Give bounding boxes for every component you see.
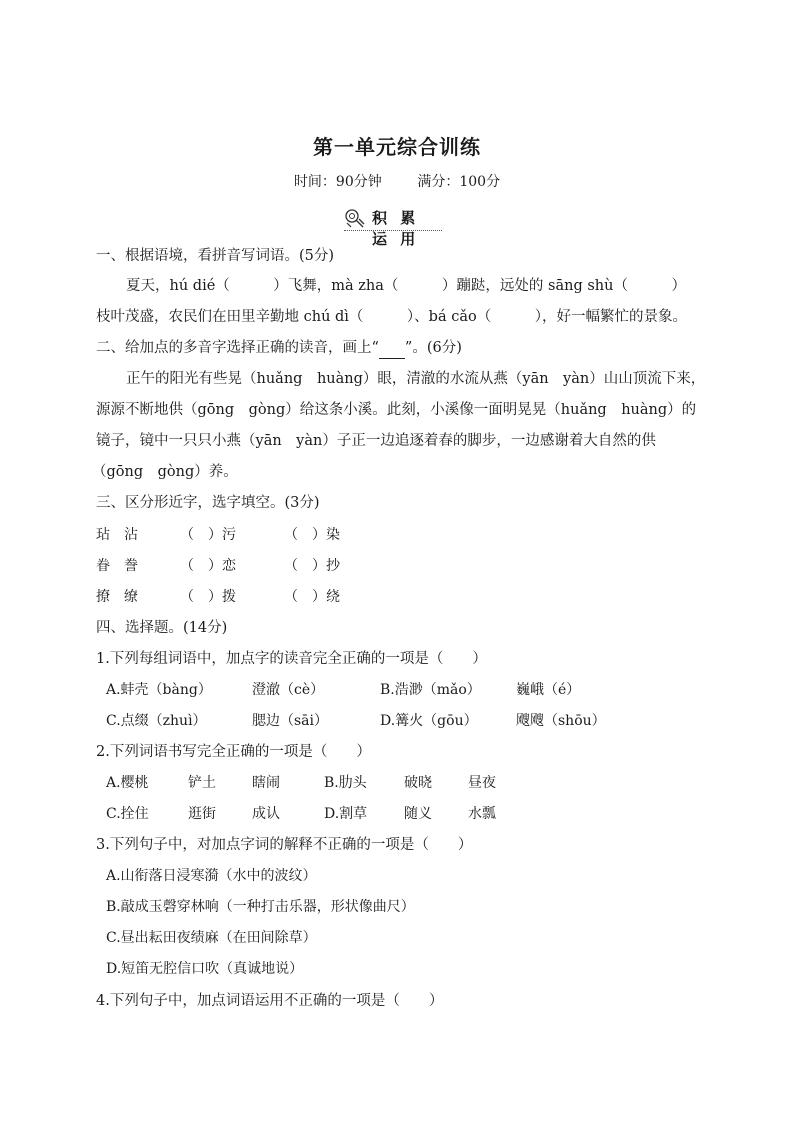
q4-3-option-a: A.山衔落日浸寒漪（水中的波纹） (106, 868, 317, 884)
q1-line-2: 枝叶茂盛，农民们在田里辛勤地 chú dì（ ）、bá cǎo（ ），好一幅繁忙的景象。 (96, 309, 687, 325)
q4-2-stem: 2.下列词语书写完全正确的一项是（ ） (96, 744, 371, 760)
q4-1-option-b1: B.浩渺（mǎo） (380, 682, 481, 698)
q3-pair-2: 眷 誊 (96, 558, 138, 574)
q4-2-word: 水瓢 (468, 806, 496, 822)
q2-para-3: 镜子，镜中一只只小燕（yān yàn）子正一边追逐着春的脚步，一边感谢着大自然的供 (96, 433, 656, 449)
q4-2-word: C.拴住 (106, 806, 149, 822)
underline-sample (379, 338, 405, 359)
q4-2-word: D.割草 (324, 806, 368, 822)
q4-heading: 四、选择题。(14分) (96, 620, 228, 636)
section-label: 积 累 运 用 (372, 209, 420, 248)
q3-pair-3: 撩 缭 (96, 589, 138, 605)
q4-2-word: 铲土 (188, 775, 216, 791)
time-limit: 时间：90分钟 (293, 174, 382, 190)
q4-1-option-a1: A.蚌壳（bàng） (106, 682, 212, 698)
q4-2-word: 成认 (252, 806, 280, 822)
q3-blank-1a: （ ）污 (180, 527, 236, 543)
q4-2-word: 瞎闹 (252, 775, 280, 791)
q2-para-4: （gōng gòng）养。 (92, 464, 238, 480)
q2-heading-b: ”。(6分) (404, 340, 462, 356)
section-header (344, 205, 442, 248)
q4-3-option-b: B.敲成玉磬穿林响（一种打击乐器，形状像曲尺） (106, 899, 415, 915)
q3-blank-2a: （ ）恋 (180, 558, 236, 574)
q4-3-stem: 3.下列句子中，对加点字词的解释不正确的一项是（ ） (96, 837, 473, 853)
exam-meta (0, 171, 794, 191)
q3-blank-2b: （ ）抄 (284, 558, 340, 574)
q3-pair-1: 玷 沾 (96, 527, 138, 543)
page-title: 第一单元综合训练 (313, 135, 481, 159)
q3-heading: 三、区分形近字，选字填空。(3分) (96, 495, 320, 511)
q4-2-word: 逛街 (188, 806, 216, 822)
q2-para-1: 正午的阳光有些晃（huǎng huàng）眼，清澈的水流从燕（yān yàn）山山顶流下来， (126, 371, 706, 387)
q4-2-word: A.樱桃 (106, 775, 149, 791)
q2-heading-a: 二、给加点的多音字选择正确的读音，画上“ (96, 340, 379, 356)
q3-blank-3a: （ ）拨 (180, 589, 236, 605)
full-score: 满分：100分 (417, 174, 501, 190)
q4-3-option-d: D.短笛无腔信口吹（真诚地说） (106, 961, 304, 977)
q4-1-option-b2: 巍峨（é） (516, 682, 581, 698)
q4-2-word: 随义 (404, 806, 432, 822)
q4-3-option-c: C.昼出耘田夜绩麻（在田间除草） (106, 930, 317, 946)
q2-para-2: 源源不断地供（gōng gòng）给这条小溪。此刻，小溪像一面明晃晃（huǎng huàng）的 (96, 402, 697, 418)
q2-heading (96, 338, 462, 359)
q4-1-option-d2: 飕飕（shōu） (516, 713, 606, 729)
q3-blank-3b: （ ）绕 (284, 589, 340, 605)
q4-1-option-a2: 澄澈（cè） (252, 682, 325, 698)
q1-line-1: 夏天，hú dié（ ）飞舞，mà zha（ ）蹦跶，远处的 sāng shù（ ） (126, 278, 686, 294)
q4-2-word: 昼夜 (468, 775, 496, 791)
q4-4-stem: 4.下列句子中，加点词语运用不正确的一项是（ ） (96, 993, 444, 1009)
q4-1-option-c1: C.点缀（zhuì） (106, 713, 207, 729)
q4-2-word: B.肋头 (324, 775, 367, 791)
q4-1-option-c2: 腮边（sāi） (252, 713, 329, 729)
q4-2-word: 破晓 (404, 775, 432, 791)
book-scroll-icon (344, 207, 366, 229)
q4-1-option-d1: D.篝火（gōu） (380, 713, 478, 729)
q3-blank-1b: （ ）染 (284, 527, 340, 543)
q4-1-stem: 1.下列每组词语中，加点字的读音完全正确的一项是（ ） (96, 651, 487, 667)
q1-heading: 一、根据语境，看拼音写词语。(5分) (96, 248, 335, 264)
